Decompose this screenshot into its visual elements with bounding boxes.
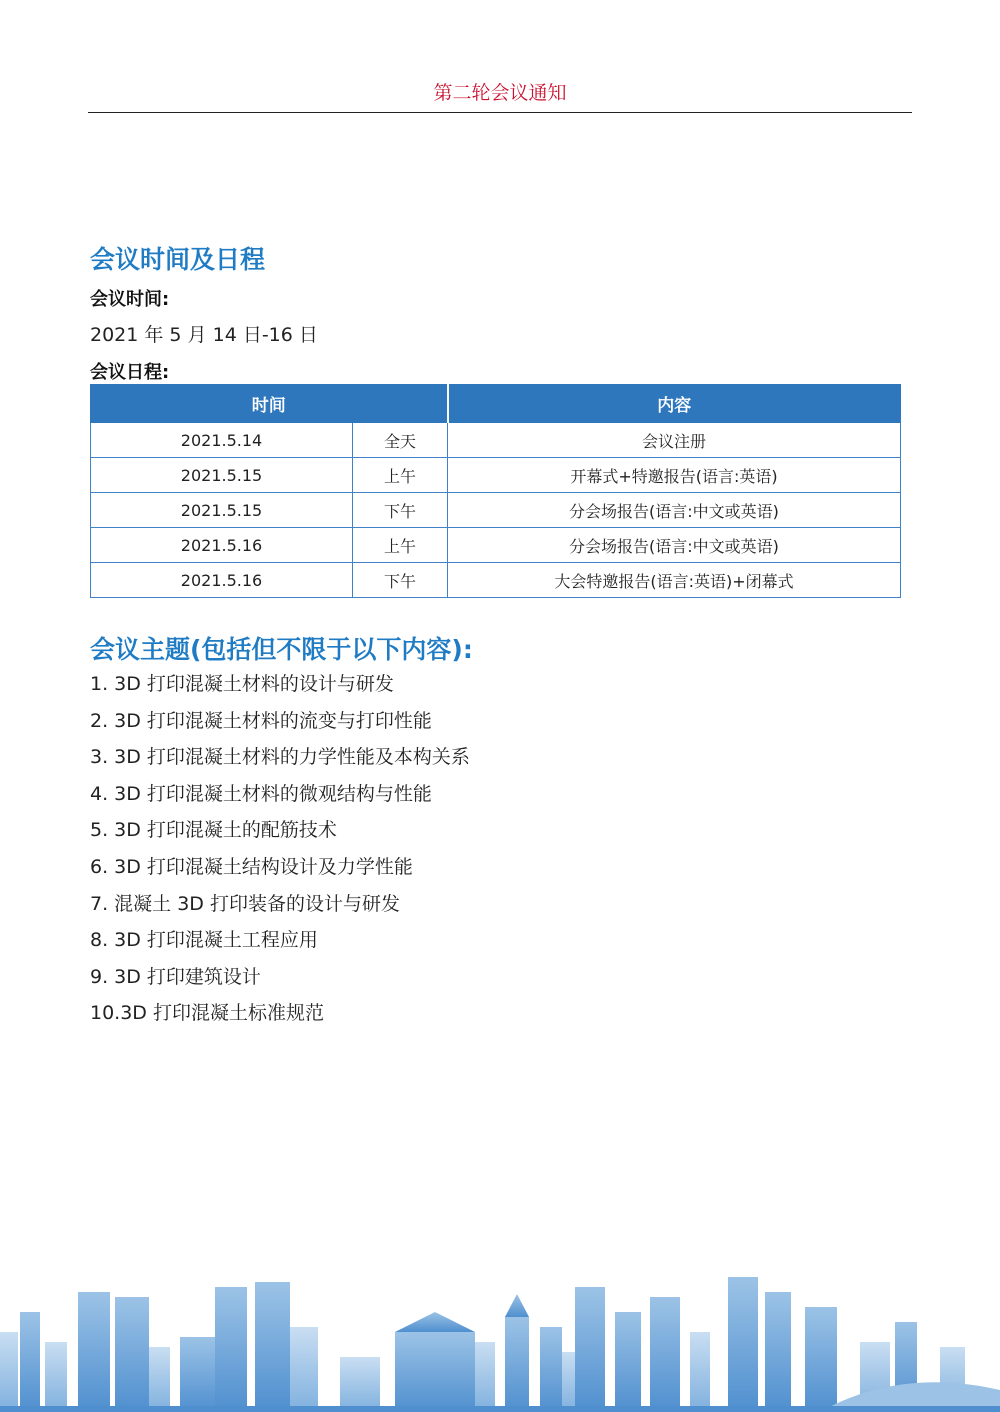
meeting-time-label: 会议时间: bbox=[90, 289, 170, 310]
topics-section-title: 会议主题(包括但不限于以下内容): bbox=[90, 635, 473, 664]
list-item: 6. 3D 打印混凝土结构设计及力学性能 bbox=[90, 855, 413, 878]
table-row bbox=[91, 493, 901, 528]
row-date: 2021.5.16 bbox=[91, 563, 353, 598]
row-date: 2021.5.15 bbox=[91, 458, 353, 493]
row-period: 上午 bbox=[353, 528, 448, 563]
list-item: 7. 混凝土 3D 打印装备的设计与研发 bbox=[90, 892, 400, 915]
row-content: 分会场报告(语言:中文或英语) bbox=[448, 528, 901, 563]
meeting-time-value: 2021 年 5 月 14 日-16 日 bbox=[90, 324, 318, 346]
city-skyline-illustration bbox=[0, 1272, 1000, 1412]
table-row bbox=[91, 528, 901, 563]
list-item: 10.3D 打印混凝土标准规范 bbox=[90, 1002, 324, 1025]
header-time: 时间 bbox=[91, 385, 448, 423]
table-row bbox=[91, 423, 901, 458]
row-content: 开幕式+特邀报告(语言:英语) bbox=[448, 458, 901, 493]
table-row bbox=[91, 458, 901, 493]
topics-list bbox=[90, 670, 470, 1036]
agenda-table-header bbox=[91, 385, 901, 423]
row-content: 大会特邀报告(语言:英语)+闭幕式 bbox=[448, 563, 901, 598]
row-date: 2021.5.15 bbox=[91, 493, 353, 528]
row-period: 下午 bbox=[353, 563, 448, 598]
list-item: 8. 3D 打印混凝土工程应用 bbox=[90, 929, 318, 952]
schedule-section-title: 会议时间及日程 bbox=[90, 245, 266, 274]
list-item: 2. 3D 打印混凝土材料的流变与打印性能 bbox=[90, 709, 432, 732]
list-item: 3. 3D 打印混凝土材料的力学性能及本构关系 bbox=[90, 746, 470, 769]
row-date: 2021.5.14 bbox=[91, 423, 353, 458]
header-content: 内容 bbox=[448, 385, 901, 423]
row-period: 下午 bbox=[353, 493, 448, 528]
row-period: 全天 bbox=[353, 423, 448, 458]
list-item: 5. 3D 打印混凝土的配筋技术 bbox=[90, 819, 337, 842]
row-period: 上午 bbox=[353, 458, 448, 493]
agenda-table bbox=[90, 384, 901, 598]
table-row bbox=[91, 563, 901, 598]
row-content: 分会场报告(语言:中文或英语) bbox=[448, 493, 901, 528]
row-date: 2021.5.16 bbox=[91, 528, 353, 563]
list-item: 1. 3D 打印混凝土材料的设计与研发 bbox=[90, 673, 394, 695]
row-content: 会议注册 bbox=[448, 423, 901, 458]
page-header-title: 第二轮会议通知 bbox=[88, 78, 912, 113]
list-item: 4. 3D 打印混凝土材料的微观结构与性能 bbox=[90, 782, 432, 805]
agenda-label: 会议日程: bbox=[90, 362, 170, 383]
list-item: 9. 3D 打印建筑设计 bbox=[90, 965, 261, 988]
